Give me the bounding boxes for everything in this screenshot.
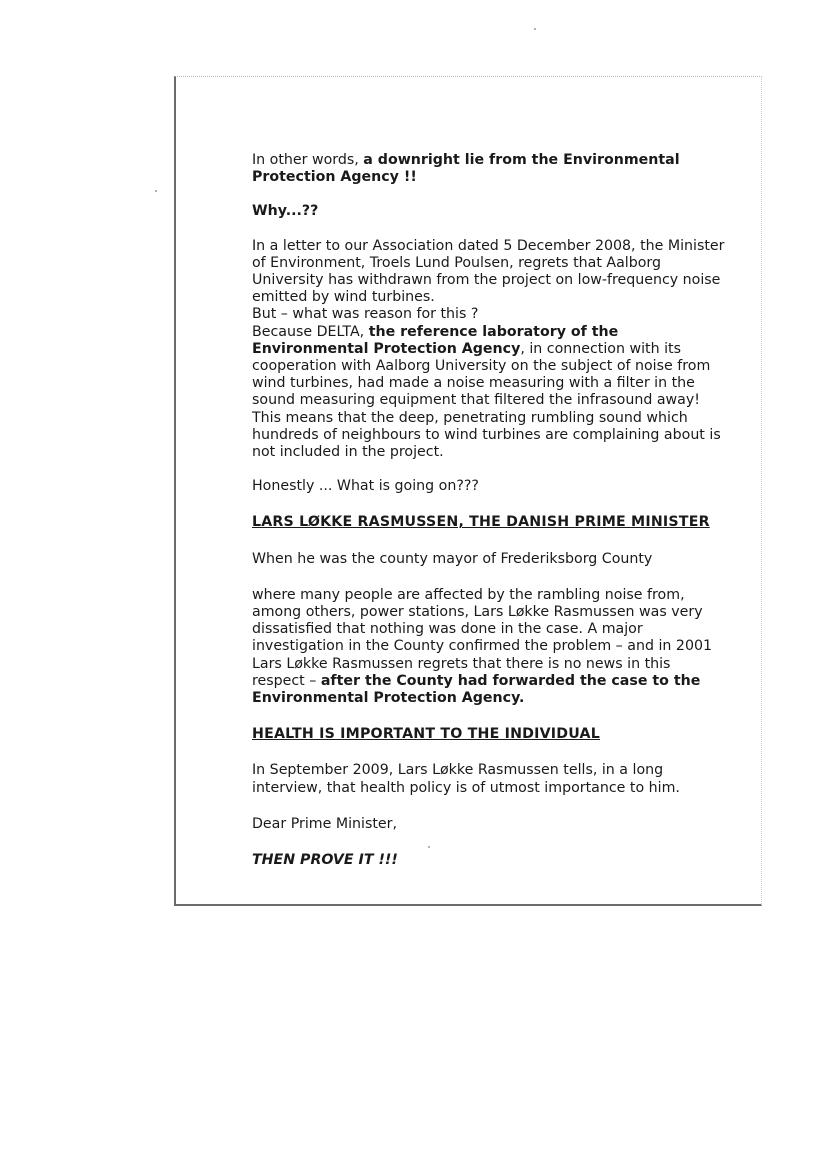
scan-speck [534,28,536,30]
letter-line: University has withdrawn from the project on low-frequency noise [252,272,721,289]
health-line: interview, that health policy is of utmost importance to him. [252,779,680,796]
county-paragraph-line [252,673,732,690]
intro-bold-text: a downright lie from the Environmental Protection Agency !! [252,152,680,186]
intro-text: In other words, [252,152,364,168]
county-bold-text: after the County had forwarded the case to the [320,672,701,689]
closing-exclamation: THEN PROVE IT !!! [252,852,398,869]
letter-line: not included in the project. [252,444,444,461]
county-paragraph-line: among others, power stations, Lars Løkke Rasmussen was very [252,604,703,621]
letter-bold-text: Environmental Protection Agency [252,340,521,357]
letter-line: of Environment, Troels Lund Poulsen, regrets that Aalborg [252,254,662,271]
letter-text: Because DELTA, [252,323,369,340]
section-heading-health: HEALTH IS IMPORTANT TO THE INDIVIDUAL [252,726,600,743]
letter-line [252,324,732,341]
salutation: Dear Prime Minister, [252,815,397,832]
letter-line: cooperation with Aalborg University on the subject of noise from [252,358,711,375]
county-line: When he was the county mayor of Frederiksborg County [252,550,653,567]
letter-line: wind turbines, had made a noise measuring with a filter in the [252,375,695,392]
letter-line: hundreds of neighbours to wind turbines are complaining about is [252,426,721,443]
county-paragraph-line: dissatisfied that nothing was done in the case. A major [252,621,643,638]
county-text: respect – [252,672,321,689]
county-paragraph-line [252,690,732,707]
intro-paragraph [252,152,732,186]
letter-line: This means that the deep, penetrating rumbling sound which [252,409,688,426]
section-heading-prime-minister: LARS LØKKE RASMUSSEN, THE DANISH PRIME MINISTER [252,514,710,531]
health-line: In September 2009, Lars Løkke Rasmussen tells, in a long [252,762,664,779]
letter-text: , in connection with its [520,340,681,357]
why-line: Why...?? [252,203,319,220]
county-paragraph-line: where many people are affected by the rambling noise from, [252,586,685,603]
letter-line: But – what was reason for this ? [252,306,479,323]
letter-line: In a letter to our Association dated 5 December 2008, the Minister [252,237,725,254]
county-paragraph-line: Lars Løkke Rasmussen regrets that there is no news in this [252,655,671,672]
letter-line [252,341,732,358]
scan-speck [155,190,157,192]
letter-bold-text: the reference laboratory of the [368,323,619,340]
honestly-line: Honestly ... What is going on??? [252,478,479,495]
county-paragraph-line: investigation in the County confirmed the problem – and in 2001 [252,638,713,655]
document-body [252,152,732,869]
county-bold-text: Environmental Protection Agency. [252,690,525,707]
letter-line: sound measuring equipment that filtered the infrasound away! [252,392,700,409]
letter-line: emitted by wind turbines. [252,289,435,306]
